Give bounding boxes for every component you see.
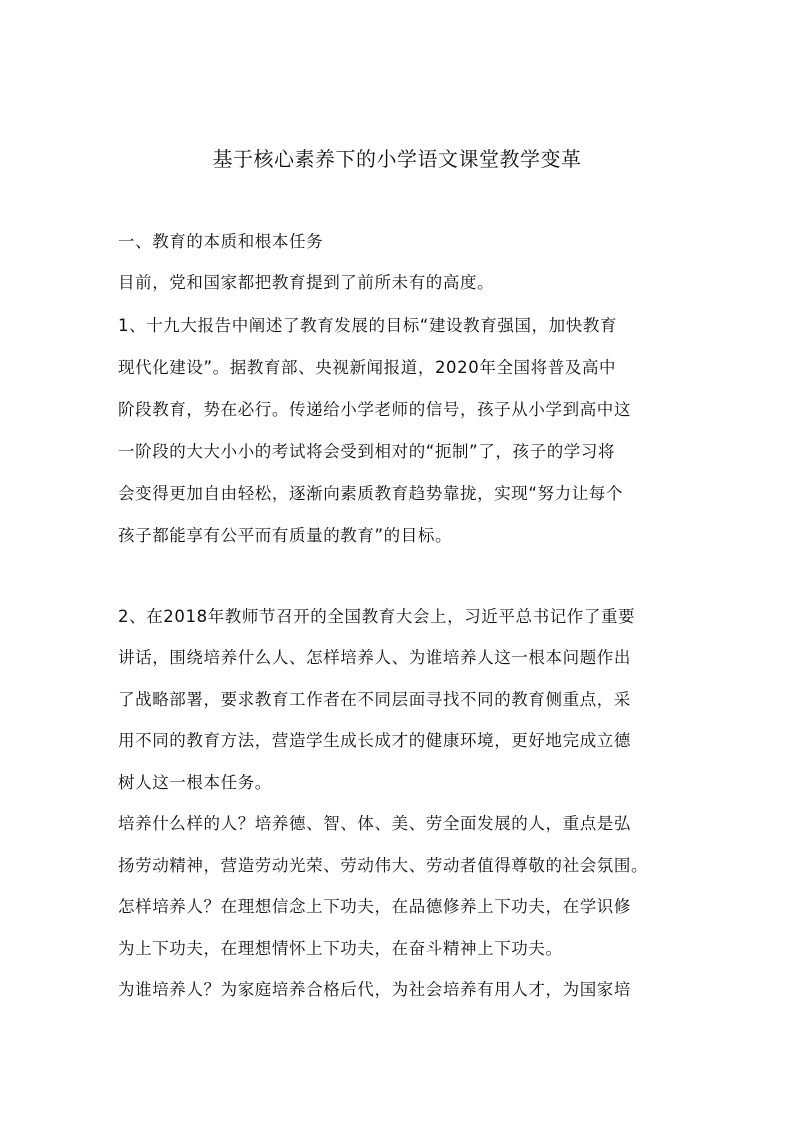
paragraph-line: 孩子都能享有公平而有质量的教育”的目标。 bbox=[118, 526, 453, 545]
paragraph-line: 了战略部署，要求教育工作者在不同层面寻找不同的教育侧重点，采 bbox=[118, 690, 631, 709]
paragraph-line: 现代化建设”。据教育部、央视新闻报道，2020年全国将普及高中 bbox=[118, 358, 617, 377]
paragraph-line: 会变得更加自由轻松，逐渐向素质教育趋势靠拢，实现“努力让每个 bbox=[118, 484, 624, 503]
paragraph-line: 用不同的教育方法，营造学生成长成才的健康环境，更好地完成立德 bbox=[118, 731, 631, 750]
paragraph-line: 培养什么样的人？培养德、智、体、美、劳全面发展的人，重点是弘 bbox=[118, 814, 631, 833]
paragraph-line: 2、在2018年教师节召开的全国教育大会上，习近平总书记作了重要 bbox=[118, 607, 636, 626]
paragraph-line: 阶段教育，势在必行。传递给小学老师的信号，孩子从小学到高中这 bbox=[118, 400, 631, 419]
paragraph-line: 树人这一根本任务。 bbox=[118, 773, 272, 792]
paragraph-line: 目前，党和国家都把教育提到了前所未有的高度。 bbox=[118, 273, 495, 292]
paragraph-line: 一阶段的大大小小的考试将会受到相对的“扼制”了，孩子的学习将 bbox=[118, 442, 616, 461]
paragraph-line: 为谁培养人？为家庭培养合格后代，为社会培养有用人才，为国家培 bbox=[118, 980, 631, 999]
paragraph-line: 扬劳动精神，营造劳动光荣、劳动伟大、劳动者值得尊敬的社会氛围。 bbox=[118, 856, 649, 875]
paragraph-line: 为上下功夫，在理想情怀上下功夫，在奋斗精神上下功夫。 bbox=[118, 939, 563, 958]
paragraph-line: 怎样培养人？在理想信念上下功夫，在品德修养上下功夫，在学识修 bbox=[118, 897, 631, 916]
paragraph-line: 讲话，围绕培养什么人、怎样培养人、为谁培养人这一根本问题作出 bbox=[118, 648, 631, 667]
section-heading: 一、教育的本质和根本任务 bbox=[118, 232, 324, 251]
paragraph-line: 1、十九大报告中阐述了教育发展的目标“建设教育强国，加快教育 bbox=[118, 316, 618, 335]
document-title: 基于核心素养下的小学语文课堂教学变革 bbox=[212, 147, 582, 171]
